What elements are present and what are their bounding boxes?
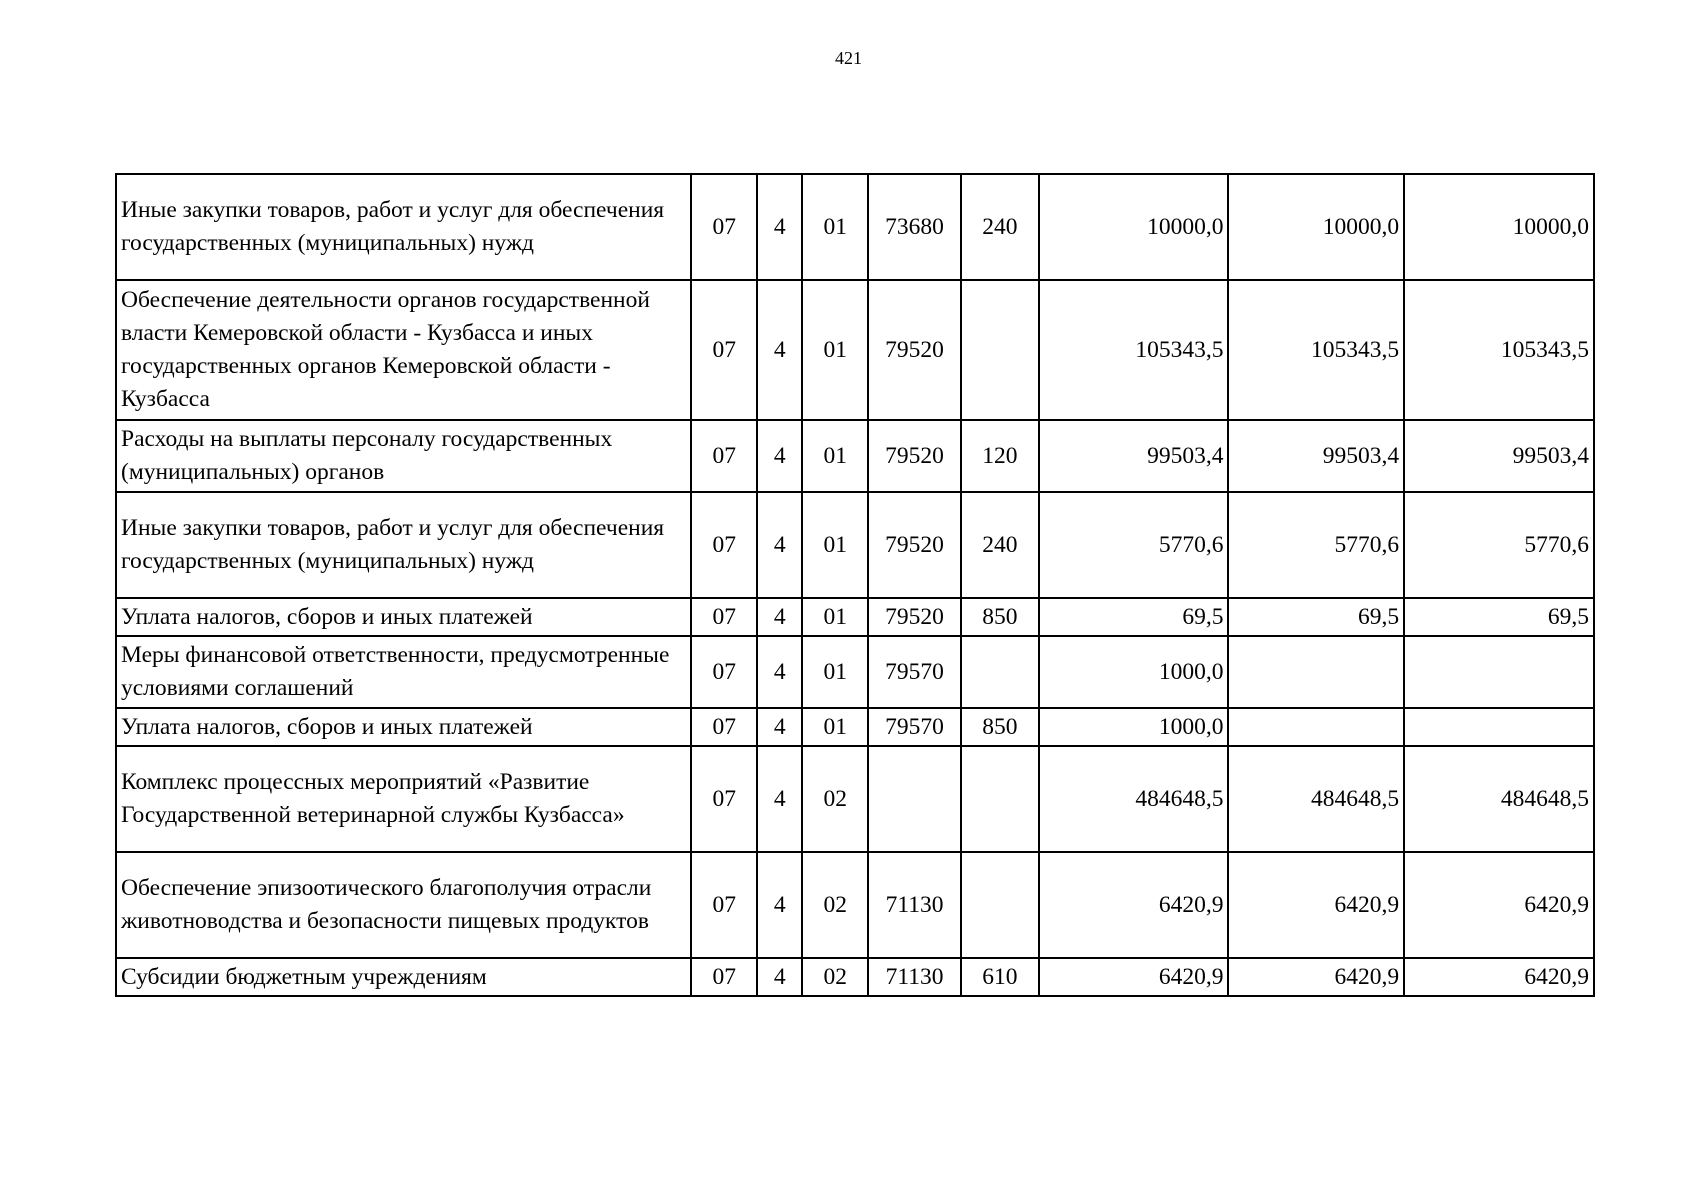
program-code: 07	[691, 958, 757, 996]
event-code: 01	[802, 492, 868, 598]
expense-type-code: 240	[961, 492, 1039, 598]
expense-type-code: 850	[961, 598, 1039, 636]
expense-name: Иные закупки товаров, работ и услуг для обеспечения государственных (муниципальных) нужд	[116, 492, 691, 598]
program-code: 07	[691, 174, 757, 280]
direction-code: 71130	[868, 958, 961, 996]
subprogram-code: 4	[757, 280, 802, 420]
amount-year-1: 69,5	[1039, 598, 1229, 636]
amount-year-3	[1404, 636, 1594, 708]
table-row	[116, 746, 1594, 852]
direction-code: 79520	[868, 420, 961, 492]
amount-year-2: 6420,9	[1228, 958, 1404, 996]
amount-year-1: 99503,4	[1039, 420, 1229, 492]
direction-code: 73680	[868, 174, 961, 280]
amount-year-1: 6420,9	[1039, 958, 1229, 996]
table-row	[116, 636, 1594, 708]
expense-type-code	[961, 280, 1039, 420]
event-code: 02	[802, 852, 868, 958]
program-code: 07	[691, 492, 757, 598]
expense-type-code: 850	[961, 708, 1039, 746]
table-row	[116, 708, 1594, 746]
direction-code	[868, 746, 961, 852]
expense-name: Уплата налогов, сборов и иных платежей	[116, 598, 691, 636]
subprogram-code: 4	[757, 598, 802, 636]
expense-name: Уплата налогов, сборов и иных платежей	[116, 708, 691, 746]
expense-type-code	[961, 852, 1039, 958]
table-row	[116, 852, 1594, 958]
event-code: 01	[802, 174, 868, 280]
direction-code: 79570	[868, 708, 961, 746]
amount-year-3: 5770,6	[1404, 492, 1594, 598]
event-code: 01	[802, 708, 868, 746]
amount-year-3: 69,5	[1404, 598, 1594, 636]
expense-name: Обеспечение деятельности органов государственной власти Кемеровской области - Кузбасса и иных государственных органов Кемеровской области - Кузбасса	[116, 280, 691, 420]
amount-year-3: 6420,9	[1404, 958, 1594, 996]
amount-year-2: 484648,5	[1228, 746, 1404, 852]
amount-year-1: 5770,6	[1039, 492, 1229, 598]
event-code: 01	[802, 636, 868, 708]
expense-type-code	[961, 636, 1039, 708]
expense-type-code: 240	[961, 174, 1039, 280]
subprogram-code: 4	[757, 852, 802, 958]
amount-year-2	[1228, 636, 1404, 708]
expense-type-code	[961, 746, 1039, 852]
event-code: 02	[802, 958, 868, 996]
event-code: 01	[802, 280, 868, 420]
amount-year-2: 105343,5	[1228, 280, 1404, 420]
amount-year-1: 1000,0	[1039, 636, 1229, 708]
amount-year-3: 10000,0	[1404, 174, 1594, 280]
amount-year-2: 99503,4	[1228, 420, 1404, 492]
amount-year-3: 105343,5	[1404, 280, 1594, 420]
expense-name: Меры финансовой ответственности, предусмотренные условиями соглашений	[116, 636, 691, 708]
expense-type-code: 120	[961, 420, 1039, 492]
table-row	[116, 492, 1594, 598]
amount-year-1: 10000,0	[1039, 174, 1229, 280]
subprogram-code: 4	[757, 636, 802, 708]
amount-year-1: 6420,9	[1039, 852, 1229, 958]
direction-code: 79520	[868, 492, 961, 598]
amount-year-2: 10000,0	[1228, 174, 1404, 280]
direction-code: 71130	[868, 852, 961, 958]
expense-name: Комплекс процессных мероприятий «Развитие Государственной ветеринарной службы Кузбасса»	[116, 746, 691, 852]
program-code: 07	[691, 598, 757, 636]
direction-code: 79570	[868, 636, 961, 708]
amount-year-1: 105343,5	[1039, 280, 1229, 420]
program-code: 07	[691, 852, 757, 958]
subprogram-code: 4	[757, 420, 802, 492]
page-number: 421	[835, 48, 862, 68]
expense-name: Иные закупки товаров, работ и услуг для обеспечения государственных (муниципальных) нужд	[116, 174, 691, 280]
subprogram-code: 4	[757, 492, 802, 598]
table-row	[116, 958, 1594, 996]
event-code: 01	[802, 420, 868, 492]
expense-name: Субсидии бюджетным учреждениям	[116, 958, 691, 996]
budget-table	[115, 173, 1595, 997]
table-row	[116, 174, 1594, 280]
amount-year-3	[1404, 708, 1594, 746]
direction-code: 79520	[868, 280, 961, 420]
program-code: 07	[691, 708, 757, 746]
amount-year-2	[1228, 708, 1404, 746]
amount-year-2: 6420,9	[1228, 852, 1404, 958]
amount-year-3: 99503,4	[1404, 420, 1594, 492]
amount-year-1: 1000,0	[1039, 708, 1229, 746]
subprogram-code: 4	[757, 174, 802, 280]
amount-year-2: 5770,6	[1228, 492, 1404, 598]
direction-code: 79520	[868, 598, 961, 636]
subprogram-code: 4	[757, 958, 802, 996]
expense-name: Расходы на выплаты персоналу государственных (муниципальных) органов	[116, 420, 691, 492]
table-row	[116, 598, 1594, 636]
subprogram-code: 4	[757, 708, 802, 746]
amount-year-1: 484648,5	[1039, 746, 1229, 852]
program-code: 07	[691, 636, 757, 708]
subprogram-code: 4	[757, 746, 802, 852]
program-code: 07	[691, 420, 757, 492]
amount-year-3: 6420,9	[1404, 852, 1594, 958]
event-code: 02	[802, 746, 868, 852]
budget-table-body	[116, 174, 1594, 996]
program-code: 07	[691, 746, 757, 852]
expense-name: Обеспечение эпизоотического благополучия отрасли животноводства и безопасности пищевых продуктов	[116, 852, 691, 958]
expense-type-code: 610	[961, 958, 1039, 996]
table-row	[116, 420, 1594, 492]
program-code: 07	[691, 280, 757, 420]
amount-year-3: 484648,5	[1404, 746, 1594, 852]
event-code: 01	[802, 598, 868, 636]
amount-year-2: 69,5	[1228, 598, 1404, 636]
table-row	[116, 280, 1594, 420]
